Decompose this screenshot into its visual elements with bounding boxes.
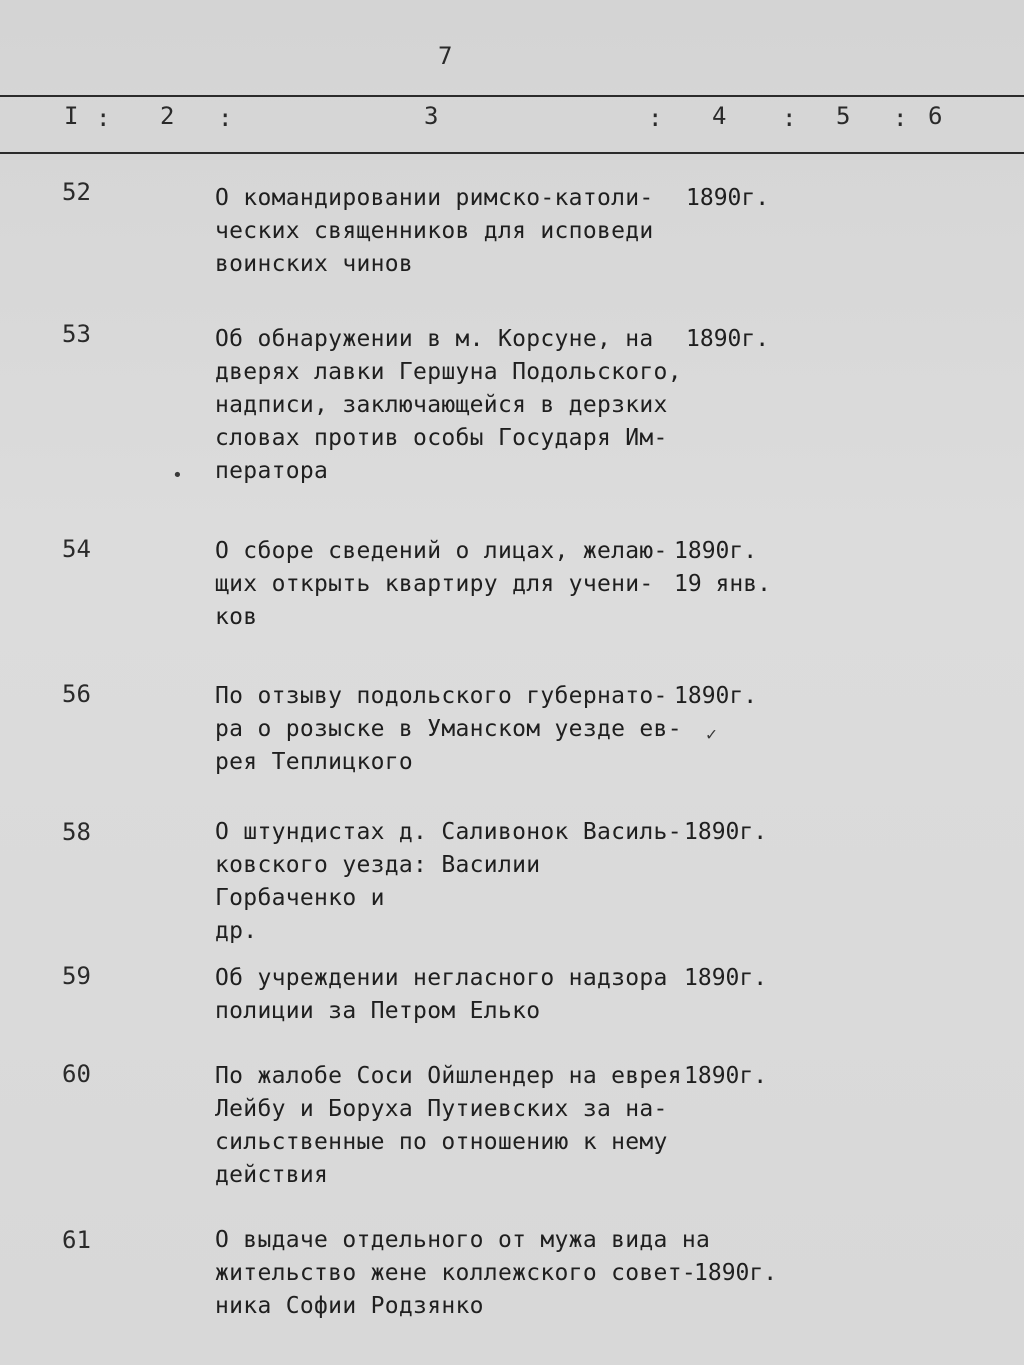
column-header-3: 3 (424, 102, 439, 130)
row-date: 1890г. 19 янв. (674, 538, 771, 597)
page-number: 7 (438, 42, 453, 70)
row-number: 60 (62, 1060, 91, 1088)
row-date: 1890г. (684, 965, 768, 991)
row-title: По отзыву подольского губернато- ра о розыске в Уманском уезде ев- рея Теплицкого (215, 683, 682, 775)
header-bottom-rule (0, 152, 1024, 154)
margin-tick-mark: ✓ (706, 724, 717, 745)
row-number: 54 (62, 535, 91, 563)
header-top-rule (0, 95, 1024, 97)
row-date: 1890г. (684, 819, 768, 845)
column-header-5: 5 (836, 102, 851, 130)
row-date: 1890г. (694, 1260, 778, 1286)
column-separator: : (648, 104, 663, 132)
row-title: Об учреждении негласного надзора полиции за Петром Елько (215, 965, 668, 1024)
column-separator: : (893, 104, 908, 132)
row-number: 53 (62, 320, 91, 348)
column-separator: : (96, 104, 111, 132)
row-title: По жалобе Соси Ойшлендер на еврея Лейбу и Боруха Путиевских за на- сильственные по отношению к нему действия (215, 1063, 682, 1188)
row-number: 58 (62, 818, 91, 846)
column-separator: : (782, 104, 797, 132)
row-number: 59 (62, 962, 91, 990)
row-title: О выдаче отдельного от мужа вида на жительство жене коллежского совет- ника Софии Родзянко (215, 1227, 711, 1319)
row-date: 1890г. (686, 185, 770, 211)
column-header-1: I (64, 102, 79, 130)
row-title: О штундистах д. Саливонок Василь- ковского уезда: Василии Горбаченко и др. (215, 819, 682, 944)
row-title: О командировании римско-католи- ческих священников для исповеди воинских чинов (215, 185, 654, 277)
row-date: 1890г. (684, 1063, 768, 1089)
row-number: 61 (62, 1226, 91, 1254)
margin-dot-mark: • (172, 465, 183, 486)
column-header-4: 4 (712, 102, 727, 130)
column-header-6: 6 (928, 102, 943, 130)
row-date: 1890г. (686, 326, 770, 352)
row-number: 52 (62, 178, 91, 206)
column-separator: : (218, 104, 233, 132)
row-title: Об обнаружении в м. Корсуне, на дверях лавки Гершуна Подольского, надписи, заключающейся в дерзких словах против особы Государя Им- ператора (215, 326, 682, 484)
column-header-2: 2 (160, 102, 175, 130)
row-date: 1890г. (674, 683, 758, 709)
row-number: 56 (62, 680, 91, 708)
row-title: О сборе сведений о лицах, желаю- щих открыть квартиру для учени- ков (215, 538, 668, 630)
